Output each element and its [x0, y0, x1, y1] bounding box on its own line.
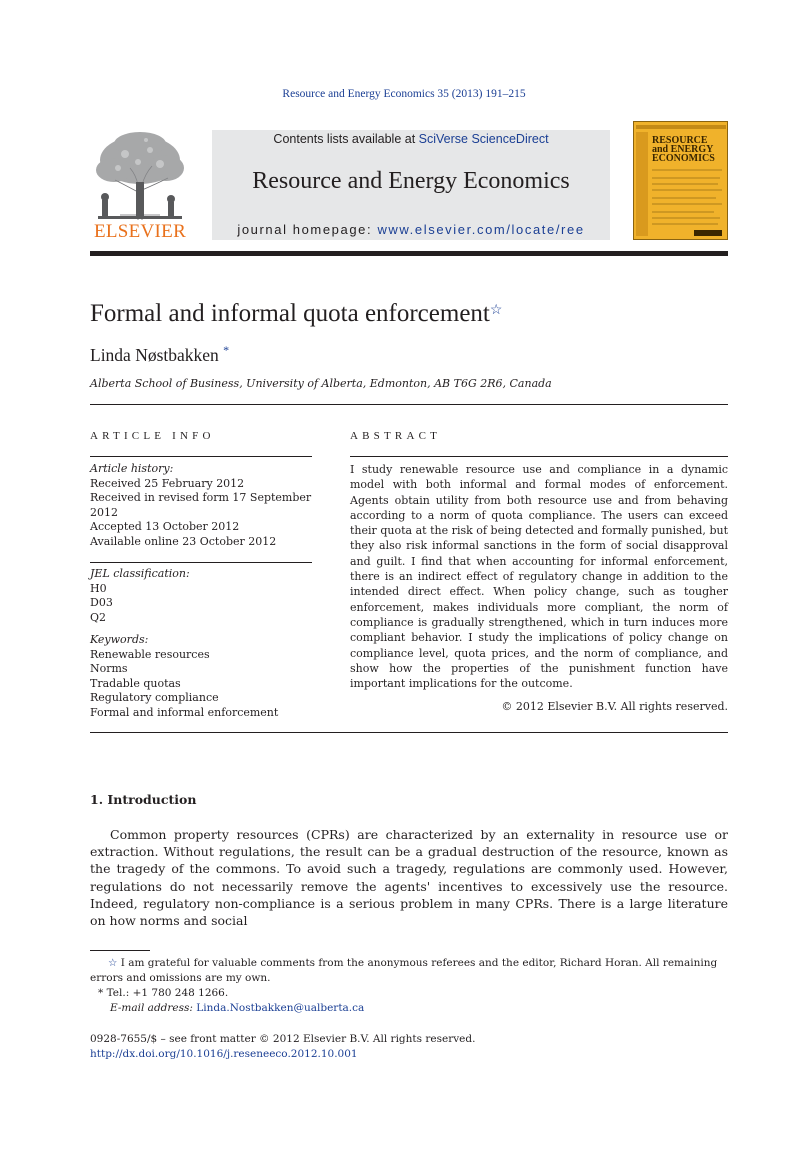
journal-cover-thumbnail	[633, 121, 728, 240]
sciencedirect-link[interactable]: SciVerse ScienceDirect	[418, 132, 549, 146]
keyword: Regulatory compliance	[90, 691, 219, 704]
footnotes	[90, 956, 728, 1016]
introduction-paragraph: Common property resources (CPRs) are characterized by an externality in resource use or extraction. Without regulations, the result can be a gradual destruction of the resource, known as the tragedy of the commons. To avoid such a tragedy, regulations are commonly used. However, regulations do not necessarily remove the agents' incentives to excessively use the resource. Indeed, regulatory non-compliance is a serious problem in many CPRs. There is a large literature on how norms and social	[90, 827, 728, 929]
history-item: Accepted 13 October 2012	[90, 520, 240, 533]
author-affiliation: Alberta School of Business, University of Alberta, Edmonton, AB T6G 2R6, Canada	[90, 377, 552, 390]
journal-citation[interactable]: Resource and Energy Economics 35 (2013) 191–215	[282, 88, 526, 100]
cover-journal-title: RESOURCE and ENERGY ECONOMICS	[652, 135, 715, 164]
footnote-acknowledgment: ☆ I am grateful for valuable comments from the anonymous referees and the editor, Richard Horan. All remaining errors and omissions are my own.	[90, 957, 718, 984]
section-heading-introduction: 1. Introduction	[90, 792, 197, 807]
history-item: Received 25 February 2012	[90, 476, 245, 490]
keyword: Norms	[90, 662, 128, 675]
abstract-text: I study renewable resource use and compliance in a dynamic model with both informal and formal modes of enforcement. Agents obtain utility from both resource use and from behaving according to a norm of quota compliance. The users can exceed their quota at the risk of being detected and formally punished, but they also risk informal sanctions in the form of social disapproval and guilt. I find that when accounting for informal enforcement, there is an indirect effect of regulatory change in addition to the intended direct effect. When policy change, such as tougher enforcement, makes individuals more compliant, the norm of compliance is gradually strengthened, which in turn induces more compliant behavior. I study the implications of policy change on compliance level, quota prices, and the norm of compliance, and show how the properties of the punishment function have important implications for the outcome.	[350, 463, 728, 691]
article-info-heading: ARTICLE INFO	[90, 430, 215, 442]
abstract-copyright: © 2012 Elsevier B.V. All rights reserved.	[501, 700, 728, 713]
jel-classification: JEL classification: H0 D03 Q2	[90, 567, 312, 625]
journal-homepage-link[interactable]: www.elsevier.com/locate/ree	[377, 222, 585, 237]
article-history: Article history: Received 25 February 2012 Received in revised form 17 September 2012 Accepted 13 October 2012 Available online 23 October 2012	[90, 462, 312, 548]
footnote-mark: *	[98, 987, 104, 999]
footnote-email: E-mail address: Linda.Nostbakken@ualberta.ca	[110, 1002, 365, 1014]
history-item: Received in revised form 17 September 2012	[90, 491, 312, 519]
keyword: Formal and informal enforcement	[90, 705, 279, 719]
journal-title: Resource and Energy Economics	[252, 168, 570, 194]
jel-code: H0	[90, 581, 107, 595]
history-item: Available online 23 October 2012	[90, 534, 277, 548]
jel-code: D03	[90, 596, 113, 609]
issn-line: 0928-7655/$ – see front matter © 2012 Elsevier B.V. All rights reserved.	[90, 1033, 476, 1045]
footnote-divider	[90, 950, 150, 951]
email-link[interactable]: Linda.Nostbakken@ualberta.ca	[196, 1002, 365, 1014]
divider	[90, 562, 312, 563]
article-info	[90, 462, 312, 549]
author-footnote-mark[interactable]: *	[223, 343, 230, 357]
abstract-heading: ABSTRACT	[350, 430, 442, 442]
elsevier-wordmark: ELSEVIER	[93, 221, 187, 242]
divider	[350, 456, 728, 457]
keyword: Renewable resources	[90, 647, 210, 661]
journal-header	[90, 120, 728, 244]
keyword: Tradable quotas	[90, 676, 181, 690]
article-title: Formal and informal quota enforcement☆	[90, 300, 503, 327]
author-name: Linda Nøstbakken *	[90, 343, 230, 365]
keywords: Keywords: Renewable resources Norms Tradable quotas Regulatory compliance Formal and informal enforcement	[90, 633, 312, 720]
contents-available-line: Contents lists available at SciVerse ScienceDirect	[273, 132, 549, 146]
journal-band	[212, 130, 610, 240]
divider	[90, 404, 728, 405]
footnote-contact: * Tel.: +1 780 248 1266.	[98, 987, 229, 999]
doi-link[interactable]: http://dx.doi.org/10.1016/j.reseneeco.2012.10.001	[90, 1048, 358, 1060]
header-divider	[90, 251, 728, 256]
title-footnote-mark[interactable]: ☆	[489, 303, 503, 318]
footnote-mark: ☆	[108, 957, 118, 969]
front-matter	[90, 1032, 728, 1062]
jel-code: Q2	[90, 610, 107, 624]
divider	[90, 732, 728, 733]
journal-homepage-line: journal homepage: www.elsevier.com/locate/ree	[237, 222, 585, 237]
divider	[90, 456, 312, 457]
